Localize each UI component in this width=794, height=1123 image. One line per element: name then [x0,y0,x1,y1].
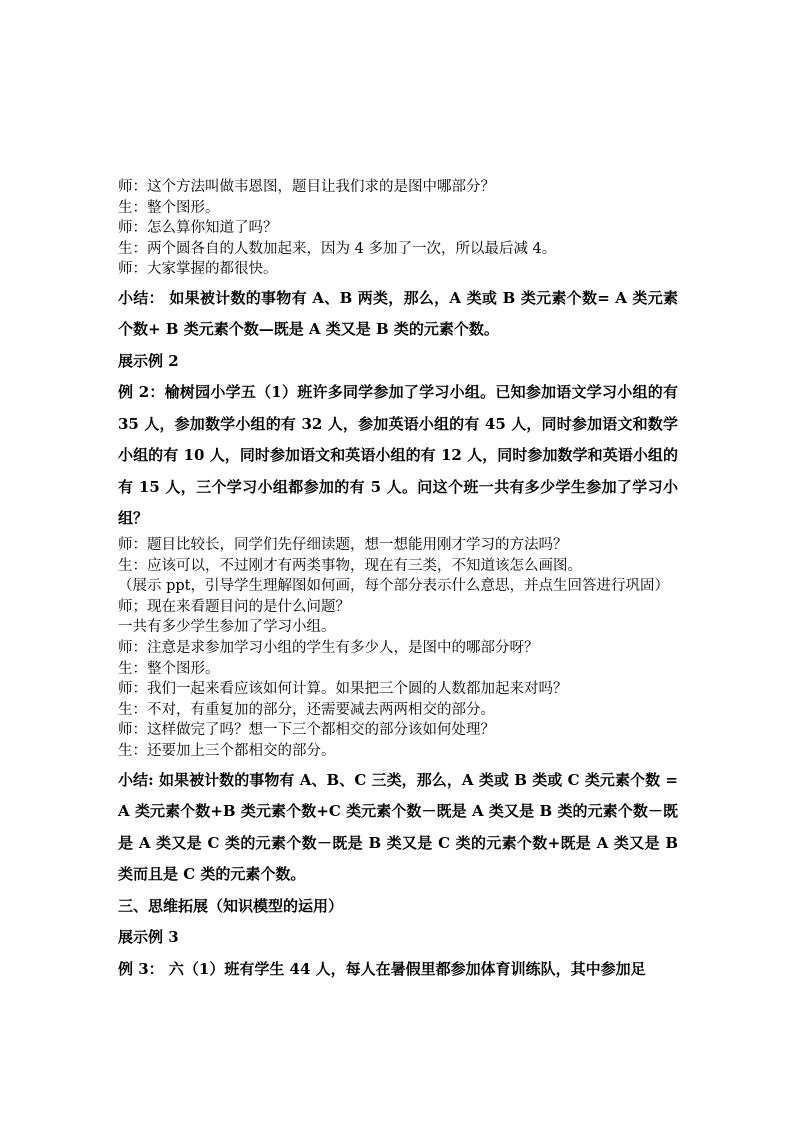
dialogue-line: 生：应该可以，不过刚才有两类事物，现在有三类，不知道该怎么画图。 [118,557,582,574]
dialogue-line: 师：注意是求参加学习小组的学生有多少人，是图中的哪部分呀？ [118,639,539,656]
summary-paragraph: 小结: 如果被计数的事物有 A、B、C 三类，那么，A 类或 B 类或 C 类元素个数 = A 类元素个数+B 类元素个数+C 类元素个数－既是 A 类又是 B 类的元素个数－既是 A 类又是 C 类的元素个数－既是 B 类又是 C 类的元素个数+既是 A 类又是 B 类而且是 C 类的元素个数。 [118,770,678,883]
dialogue-line: 生：整个图形。 [118,199,220,216]
example-problem: 例 2：榆树园小学五（1）班许多同学参加了学习小组。已知参加语文学习小组的有 35 人，参加数学小组的有 32 人，参加英语小组的有 45 人，同时参加语文和数学小组的有 10 人，同时参加语文和英语小组的有 12 人，同时参加数学和英语小组的有 15 人，三个学习小组都参加的有 5 人。问这个班一共有多少学生参加了学习小组？ [118,383,678,528]
dialogue-line: 一共有多少学生参加了学习小组。 [118,619,336,636]
dialogue-line: 师：题目比较长，同学们先仔细读题，想一想能用刚才学习的方法吗？ [118,536,568,553]
teaching-note: （展示 ppt，引导学生理解图如何画，每个部分表示什么意思，并点生回答进行巩固） [118,578,669,595]
dialogue-line: 师：大家掌握的都很快。 [118,261,278,278]
document-page [118,177,678,985]
summary-paragraph: 小结： 如果被计数的事物有 A、B 两类，那么，A 类或 B 类元素个数= A 类元素个数+ B 类元素个数—既是 A 类又是 B 类的元素个数。 [118,288,678,339]
dialogue-line: 师：这样做完了吗？想一下三个都相交的部分该如何处理？ [118,722,495,739]
dialogue-line: 师：我们一起来看应该如何计算。如果把三个圆的人数都加起来对吗？ [118,681,568,698]
dialogue-line: 生：不对，有重复加的部分，还需要减去两两相交的部分。 [118,701,495,718]
example-heading: 展示例 3 [118,928,179,946]
section-heading: 三、思维拓展（知识模型的运用） [118,896,344,915]
example-problem: 例 3： 六（1）班有学生 44 人，每人在暑假里都参加体育训练队，其中参加足 [118,959,646,978]
dialogue-line: 生：两个圆各自的人数加起来，因为 4 多加了一次，所以最后减 4。 [118,240,557,257]
dialogue-line: 师：这个方法叫做韦恩图，题目让我们求的是图中哪部分？ [118,179,495,195]
dialogue-line: 生：整个图形。 [118,660,220,677]
dialogue-line: 师：怎么算你知道了吗？ [118,220,278,237]
example-heading: 展示例 2 [118,351,179,370]
dialogue-line: 生：还要加上三个都相交的部分。 [118,742,336,759]
dialogue-line: 师；现在来看题目问的是什么问题？ [118,598,350,615]
